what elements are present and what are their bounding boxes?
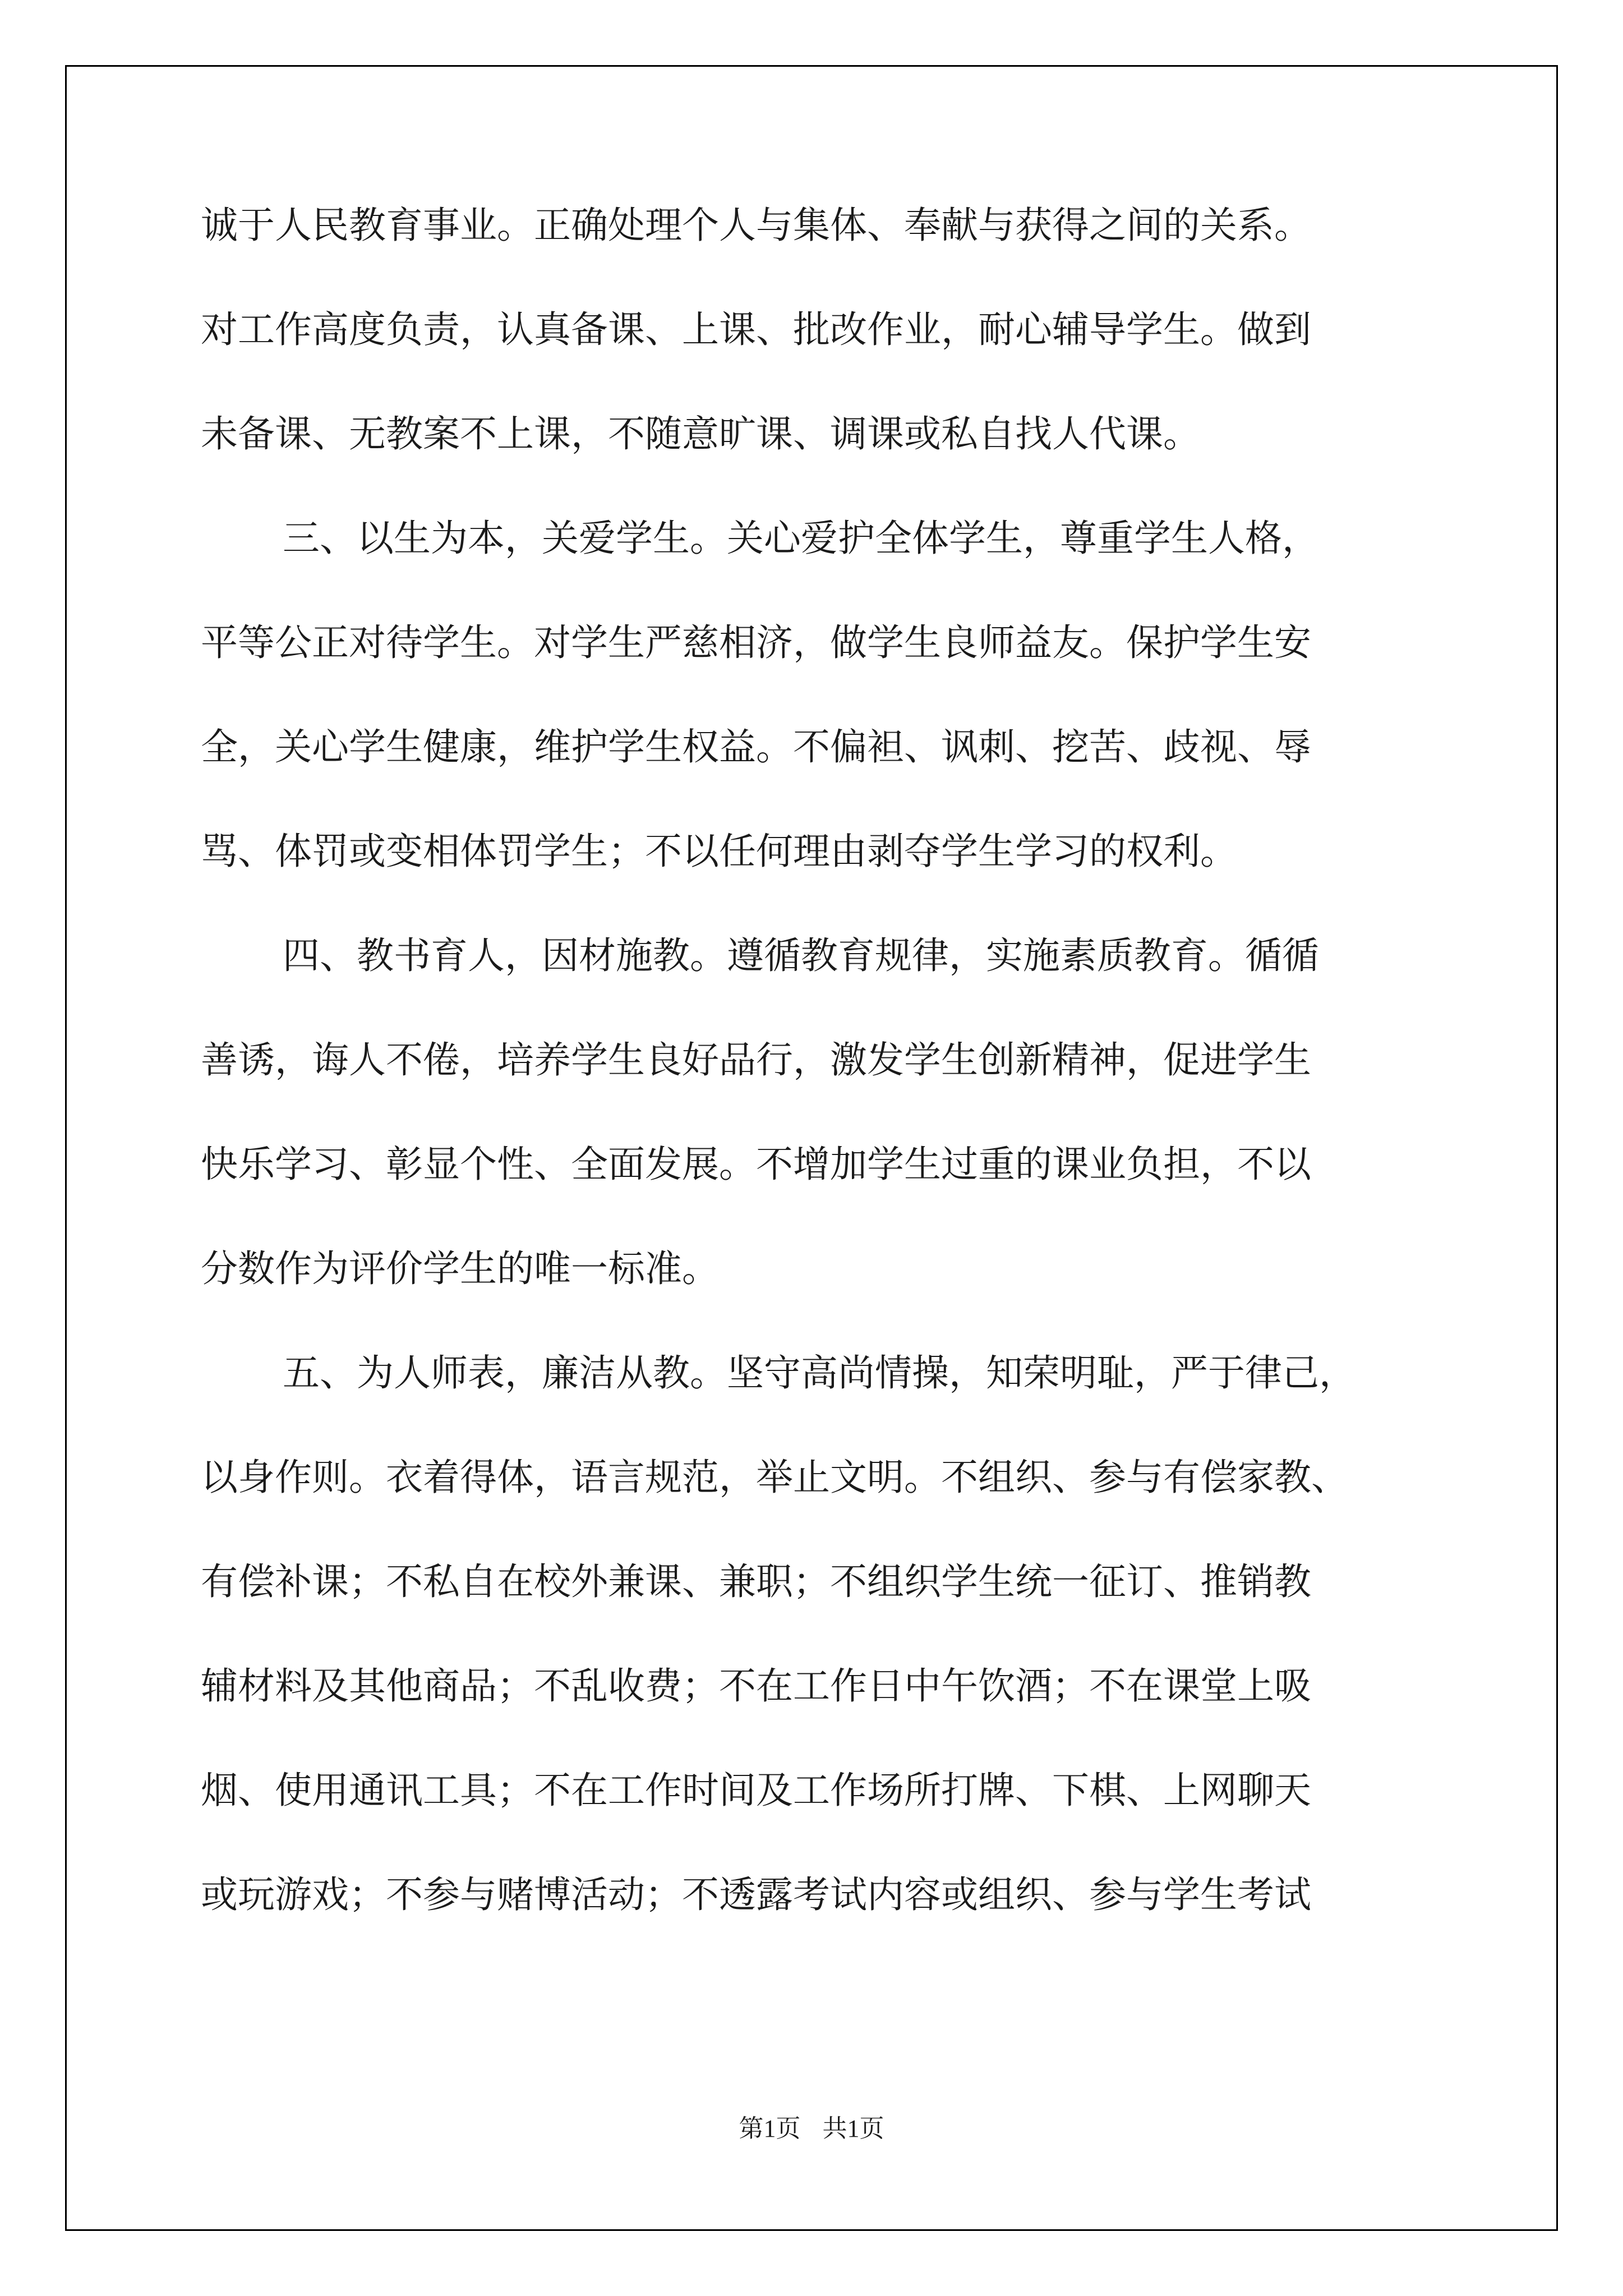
paragraph-start-line: 四、教书育人，因材施教。遵循教育规律，实施素质教育。循循 [283,934,1319,977]
paragraph-start-line: 三、以生为本，关爱学生。关心爱护全体学生，尊重学生人格， [283,517,1319,560]
text-line: 或玩游戏；不参与赌博活动；不透露考试内容或组织、参与学生考试 [201,1873,1311,1916]
text-line: 善诱，诲人不倦，培养学生良好品行，激发学生创新精神，促进学生 [201,1038,1311,1082]
text-line: 诚于人民教育事业。正确处理个人与集体、奉献与获得之间的关系。 [201,204,1311,247]
text-line: 全，关心学生健康，维护学生权益。不偏袒、讽刺、挖苦、歧视、辱 [201,725,1311,769]
text-line: 烟、使用通讯工具；不在工作时间及工作场所打牌、下棋、上网聊天 [201,1769,1311,1812]
text-line: 未备课、无教案不上课，不随意旷课、调课或私自找人代课。 [201,412,1200,455]
text-line: 以身作则。衣着得体，语言规范，举止文明。不组织、参与有偿家教、 [201,1456,1348,1499]
page-footer [0,2108,1623,2144]
text-line: 辅材料及其他商品；不乱收费；不在工作日中午饮酒；不在课堂上吸 [201,1664,1311,1708]
text-line: 骂、体罚或变相体罚学生；不以任何理由剥夺学生学习的权利。 [201,830,1237,873]
text-line: 对工作高度负责，认真备课、上课、批改作业，耐心辅导学生。做到 [201,308,1311,351]
text-line: 分数作为评价学生的唯一标准。 [201,1247,719,1290]
page-number-total: 共1页 [822,2115,884,2142]
paragraph-start-line: 五、为人师表，廉洁从教。坚守高尚情操，知荣明耻，严于律己， [283,1351,1356,1395]
text-line: 快乐学习、彰显个性、全面发展。不增加学生过重的课业负担，不以 [201,1143,1311,1186]
text-line: 平等公正对待学生。对学生严慈相济，做学生良师益友。保护学生安 [201,621,1311,664]
text-line: 有偿补课；不私自在校外兼课、兼职；不组织学生统一征订、推销教 [201,1560,1311,1603]
page-number-current: 第1页 [739,2115,801,2142]
